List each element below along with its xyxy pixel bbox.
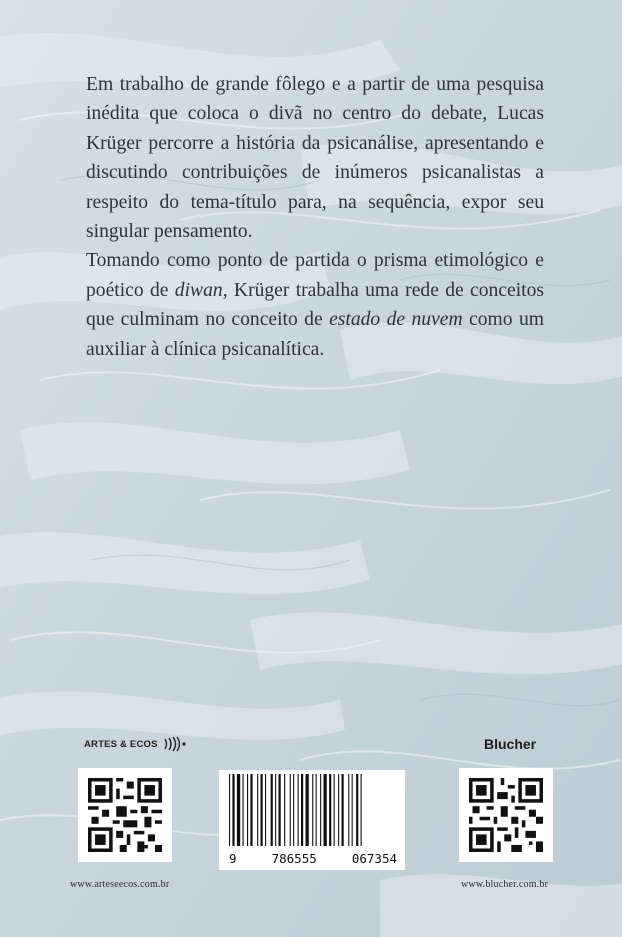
qr-code-artes-ecos[interactable]: [78, 768, 172, 862]
qr-code-pattern: [88, 778, 162, 852]
barcode-bar: [338, 774, 339, 846]
barcode-bar: [324, 774, 327, 846]
barcode-bar: [301, 774, 303, 846]
back-cover-blurb: [86, 70, 544, 364]
barcode-bar: [261, 774, 263, 846]
artes-ecos-logo: [84, 736, 188, 752]
barcode-bar: [316, 774, 317, 846]
blurb-paragraph-1: Em trabalho de grande fôlego e a partir de uma pesquisa inédita que coloca o divã no centro do debate, Lucas Krüger percorre a história da psicanálise, apresentando e discutindo contribuições de inúmeros psicanalistas a respeito do tema-título para, na sequência, expor seu singular pensamento.: [86, 74, 544, 243]
barcode-bar: [271, 774, 273, 846]
barcode-bar: [312, 774, 313, 846]
blurb-p2-text-c: como um auxiliar à clínica psicanalítica.: [86, 309, 544, 360]
url-arteseecos[interactable]: www.arteseecos.com.br: [70, 879, 170, 890]
blurb-p2-text-a: Tomando como ponto de partida o prisma etimológico e poético de: [86, 250, 544, 301]
barcode-bar: [290, 774, 291, 846]
barcode-bar: [265, 774, 266, 846]
isbn-barcode: [219, 770, 405, 870]
barcode-bar: [334, 774, 335, 846]
qr-code-blucher[interactable]: [459, 768, 553, 862]
barcode-bar: [320, 774, 321, 846]
barcode-bar: [348, 774, 349, 846]
blurb-p2-text-b: , Krüger trabalha uma rede de conceitos que culminam no conceito de: [86, 279, 544, 331]
isbn-number: [219, 851, 405, 866]
barcode-bar: [229, 774, 230, 846]
barcode-bar: [342, 774, 344, 846]
blurb-p2-italic-diwan: diwan: [174, 279, 223, 301]
blucher-logo: Blucher: [484, 736, 537, 752]
barcode-bar: [284, 774, 285, 846]
barcode-bar: [237, 774, 240, 846]
barcode-bar: [232, 774, 234, 846]
blurb-paragraph-2: [86, 246, 544, 364]
barcode-bar: [361, 774, 362, 846]
qr-code-pattern: [469, 778, 543, 852]
barcode-bar: [329, 774, 331, 846]
barcode-bar: [243, 774, 244, 846]
barcode-bar: [356, 774, 358, 846]
barcode-bar: [275, 774, 276, 846]
barcode-bar: [306, 774, 309, 846]
barcode-bar: [279, 774, 281, 846]
isbn-first-digit: 9: [229, 851, 237, 866]
barcode-bar: [247, 774, 248, 846]
barcode-bars: [219, 774, 405, 854]
barcode-bar: [257, 774, 258, 846]
isbn-group-2: 067354: [351, 851, 397, 866]
blurb-p2-italic-estado: estado de nuvem: [329, 309, 463, 331]
barcode-bar: [298, 774, 299, 846]
sound-waves-icon: [162, 736, 188, 752]
barcode-bar: [293, 774, 294, 846]
url-blucher[interactable]: www.blucher.com.br: [461, 879, 549, 890]
isbn-group-1: 786555: [271, 851, 317, 866]
barcode-bar: [250, 774, 252, 846]
barcode-bar: [352, 774, 353, 846]
artes-ecos-label: ARTES & ECOS: [84, 738, 158, 750]
